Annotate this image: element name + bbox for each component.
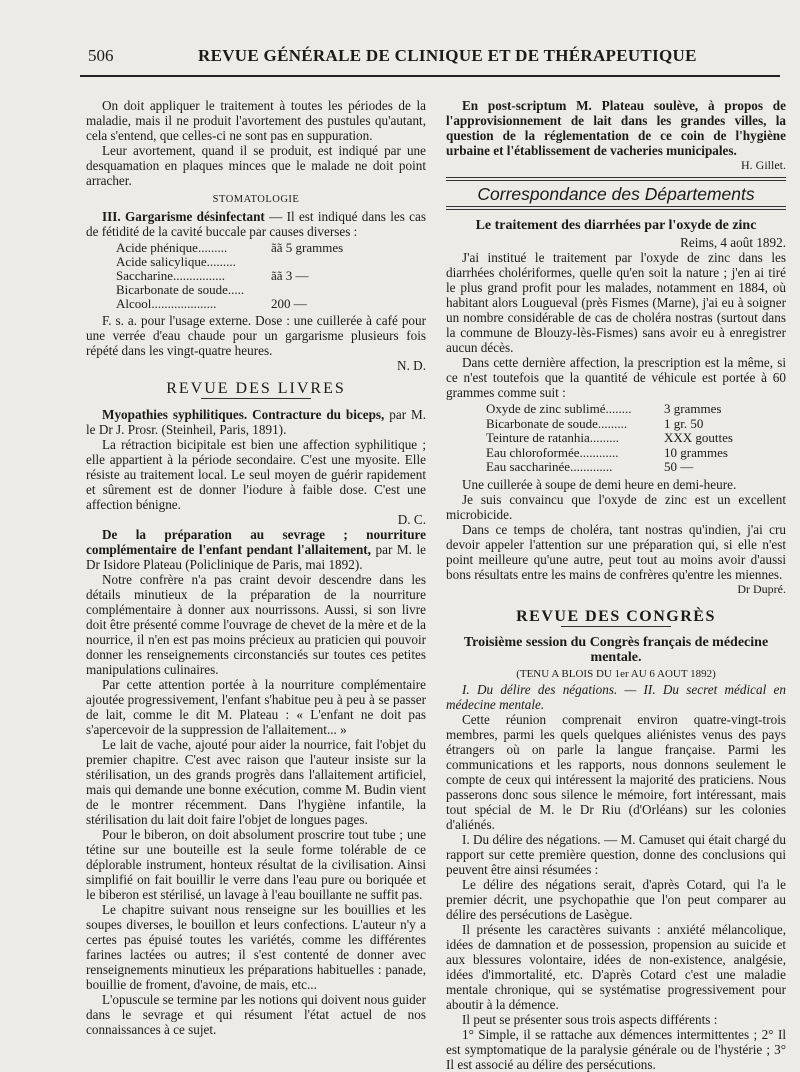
paragraph: 1° Simple, il se rattache aux démences intermittentes ; 2° Il est symptomatique de la paralysie générale ou de l'hystérie ; 3° Il est associé au délire des persécutions. xyxy=(446,1026,786,1072)
quantity: 200 — xyxy=(271,296,307,311)
ingredient: Bicarbonate de soude......... xyxy=(486,415,628,431)
paragraph: Une cuillerée à soupe de demi heure en demi-heure. xyxy=(462,476,737,492)
header-rule xyxy=(80,75,780,77)
dateline: Reims, 4 août 1892. xyxy=(680,235,786,250)
article-title: Troisième session du Congrès français de médecine mentale. xyxy=(463,634,769,665)
paragraph: L'opuscule se termine par les notions qui doivent nous guider dans le sevrage et qui résument l'état actuel de nos connaissances à ce sujet. xyxy=(86,992,426,1037)
quantity: XXX gouttes xyxy=(664,430,733,445)
book-author: par M. le Dr J. Prosr. (Steinheil, Paris, 1891). xyxy=(86,407,426,437)
left-column xyxy=(86,98,426,1037)
ingredient: Oxyde de zinc sublimé........ xyxy=(486,401,632,416)
quantity xyxy=(271,283,371,297)
paragraph: Le délire des négations serait, d'après Cotard, qui l'a le premier décrit, une psychopathie que l'on peut comparer au délire des persécutions de Lasègue. xyxy=(446,876,786,922)
ingredient: Eau saccharinée............. xyxy=(486,459,613,474)
formula-row xyxy=(116,297,426,311)
paragraph: Il peut se présenter sous trois aspects différents : xyxy=(462,1011,718,1027)
paragraph: Le lait de vache, ajouté pour aider la nourrice, fait l'objet du premier chapitre. C'est avec raison que l'auteur insiste sur la stérilisation, un des grands progrès dans l'allaitement artificiel, mais qui demande une bonne exécution, comme M. Budin vient de le montrer récemment. Dans l'hygiène infantile, la stérilisation du lait doit faire l'objet de longues pages. xyxy=(86,737,426,827)
formula xyxy=(486,402,786,475)
book-title: De la préparation au sevrage ; nourriture complémentaire de l'enfant pendant l'allaitement, xyxy=(86,527,426,557)
paragraph: F. s. a. pour l'usage externe. Dose : une cuillerée à café pour une verrée d'eau chaude pour un gargarisme plusieurs fois répété dans les vingt-quatre heures. xyxy=(86,313,426,358)
paragraph: Pour le biberon, on doit absolument proscrire tout tube ; une tétine sur une bouteille est la seule forme tolérable de ce déplorable instrument, honteux résultat de la civilisation. Ainsi simplifié on fait bouillir le verre dans l'eau pure ou boriquée et le biberon est stérilisé, un lavage à l'eau bouillante ne suffit pas. xyxy=(86,827,426,902)
paragraph: Cette réunion comprenait environ quatre-vingt-trois membres, parmi les quels quelques aliénistes venus des pays étrangers où on parle la langue française. Parmi les communications et les rapports, nous donnons seulement le compte de ceux qui intéressent la majorité des praticiens. Nous passerons donc sous silence le mémoire, fort intéressant, mais tout spécial de M. le Dr Riu (d'Orléans) sur les colonies d'aliénés. xyxy=(446,711,786,832)
formula-row xyxy=(116,241,426,255)
running-header xyxy=(80,46,780,74)
signature: D. C. xyxy=(397,512,426,527)
ingredient: Acide salicylique......... xyxy=(116,254,236,269)
paragraph: La rétraction bicipitale est bien une affection syphilitique ; elle appartient à la période secondaire. C'est une myosite. Elle résiste au traitement local. Le seul moyen de guérir rapidement et sûrement est de donner l'iodure à faible dose. C'est une affection bénigne. xyxy=(86,437,426,512)
section-heading: REVUE DES LIVRES xyxy=(166,380,346,397)
formula-row xyxy=(116,283,426,297)
quantity: 10 grammes xyxy=(664,444,728,460)
article-title: Le traitement des diarrhées par l'oxyde de zinc xyxy=(475,218,757,233)
paragraph: Leur avortement, quand il se produit, est indiqué par une desquamation en plaques minces que le malade ne doit point arracher. xyxy=(86,143,426,188)
running-title: REVUE GÉNÉRALE DE CLINIQUE ET DE THÉRAPEUTIQUE xyxy=(198,46,697,65)
paragraph: En post-scriptum M. Plateau soulève, à propos de l'approvisionnement de lait dans les grandes villes, la question de la réglementation de ce coin de l'hygiène urbaine et l'établissement de vacheries municipales. xyxy=(446,98,786,158)
gargarisme-paragraph xyxy=(86,209,426,239)
paragraph: Il présente les caractères suivants : anxiété mélancolique, idées de damnation et de possession, propension au suicide et aux blessures volontaire, idées de non-existence, analgésie, idées d'immortalité, etc. D'après Cotard c'est une maladie mentale chronique, qui se systématise progressivement pour aboutir à la démence. xyxy=(446,921,786,1012)
section-rule xyxy=(446,177,786,181)
section-heading: REVUE DES CONGRÈS xyxy=(516,607,716,625)
ingredient: Acide phénique......... xyxy=(116,240,228,255)
paragraph: Le chapitre suivant nous renseigne sur les bouillies et les soupes diverses, le bouillon et leurs confections. L'auteur n'y a certes pas épuisé toutes les variétés, comme les différentes farines lactées ou autres; il s'est contenté de donner avec renseignements minutieux les préparations habituelles : panade, bouillie de froment, d'avoine, de mais, etc... xyxy=(86,902,426,992)
quantity: ãã 5 grammes xyxy=(271,240,344,255)
book-review xyxy=(86,407,426,437)
formula-row xyxy=(116,269,426,283)
paragraph: Dans cette dernière affection, la prescription est la même, si ce n'est toutefois que la quantité de véhicule est portée à 60 grammes comme suit : xyxy=(446,355,786,400)
paragraph: Dans ce temps de choléra, tant nostras qu'indien, j'ai cru devoir appeler l'attention sur une préparation qui, si elle n'est point meilleure qu'une autre, peut tout au moins avoir d'aussi bons résultats entre les mains de confrères qu'entre les miennes. xyxy=(446,521,786,582)
congress-dates: (TENU A BLOIS DU 1er AU 6 AOUT 1892) xyxy=(516,667,716,680)
section-heading: Correspondance des Départements xyxy=(477,184,755,204)
signature: N. D. xyxy=(397,358,426,373)
paragraph: Notre confrère n'a pas craint devoir descendre dans les détails minutieux de la préparation de la nourriture complémentaire à donner aux nourrissons. Aussi, si son livre doit être présenté comme l'ouvrage de chevet de la mère et de la nourrice, il n'en est pas moins précieux au praticien qui pouvoir donner les renseignements circonstanciés sur toutes ces petites manipulations culinaires. xyxy=(86,572,426,677)
formula-row xyxy=(486,446,786,461)
paragraph: J'ai institué le traitement par l'oxyde de zinc dans les diarrhées cholériformes, quelle qu'en soit la nature ; j'en ai tiré le plus grand profit pour les malades, notamment en 1884, où habitant alors Lougueval (près Fismes (Marne), j'ai eu à soigner un nombre considérable de cas de choléra nostras (surtout dans la commune de Blouzy-lès-Fismes) sans avoir eu à enregistrer aucun décès. xyxy=(446,250,786,355)
signature: H. Gillet. xyxy=(741,158,786,172)
quantity: 3 grammes xyxy=(664,401,722,416)
page-number: 506 xyxy=(88,46,114,65)
item-title: Gargarisme désinfectant xyxy=(125,209,265,224)
quantity xyxy=(271,255,371,269)
heading-rule xyxy=(201,398,311,399)
right-column xyxy=(446,98,786,1072)
paragraph: On doit appliquer le traitement à toutes les périodes de la maladie, mais il ne produit l'avortement des pustules qu'autant, cela s'entend, que celles-ci ne sont pas en suppuration. xyxy=(86,98,426,143)
congress-subtitle: I. Du délire des négations. — II. Du secret médical en médecine mentale. xyxy=(446,681,786,712)
section-rule xyxy=(446,206,786,210)
formula-row xyxy=(486,402,786,417)
book-title: Myopathies syphilitiques. Contracture du biceps, xyxy=(102,407,385,422)
formula-row xyxy=(116,255,426,269)
quantity: ãã 3 — xyxy=(271,268,309,283)
paragraph: Par cette attention portée à la nourriture complémentaire ajoutée progressivement, l'enfant s'habitue peu à peu à se passer de lait, comme le dit M. Plateau : « L'enfant ne doit pas s'apercevoir de la suppression de l'allaitement... » xyxy=(86,677,426,737)
heading-rule xyxy=(561,626,671,627)
ingredient: Alcool.................... xyxy=(116,296,217,311)
ingredient: Bicarbonate de soude..... xyxy=(116,282,245,297)
book-author: par M. le Dr Isidore Plateau (Policlinique de Paris, mai 1892). xyxy=(86,542,426,572)
ingredient: Eau chloroformée............ xyxy=(486,444,619,460)
formula-row xyxy=(486,417,786,432)
quantity: 1 gr. 50 xyxy=(664,415,704,431)
ingredient: Teinture de ratanhia......... xyxy=(486,430,620,445)
book-review xyxy=(86,527,426,572)
formula xyxy=(116,241,426,311)
paragraph: Je suis convaincu que l'oxyde de zinc est un excellent microbicide. xyxy=(446,491,786,522)
paragraph: I. Du délire des négations. — M. Camuset qui était chargé du rapport sur cette première question, donne des conclusions qui peuvent être ainsi résumées : xyxy=(446,831,786,877)
signature: Dr Dupré. xyxy=(737,581,786,596)
quantity: 50 — xyxy=(664,459,694,474)
ingredient: Saccharine................ xyxy=(116,268,226,283)
item-number: III. xyxy=(102,209,121,224)
formula-row xyxy=(486,431,786,446)
section-label: STOMATOLOGIE xyxy=(212,194,300,205)
item-text: — Il est indiqué dans les cas de fétidité de la cavité buccale par causes diverses : xyxy=(86,209,426,239)
formula-row xyxy=(486,460,786,475)
